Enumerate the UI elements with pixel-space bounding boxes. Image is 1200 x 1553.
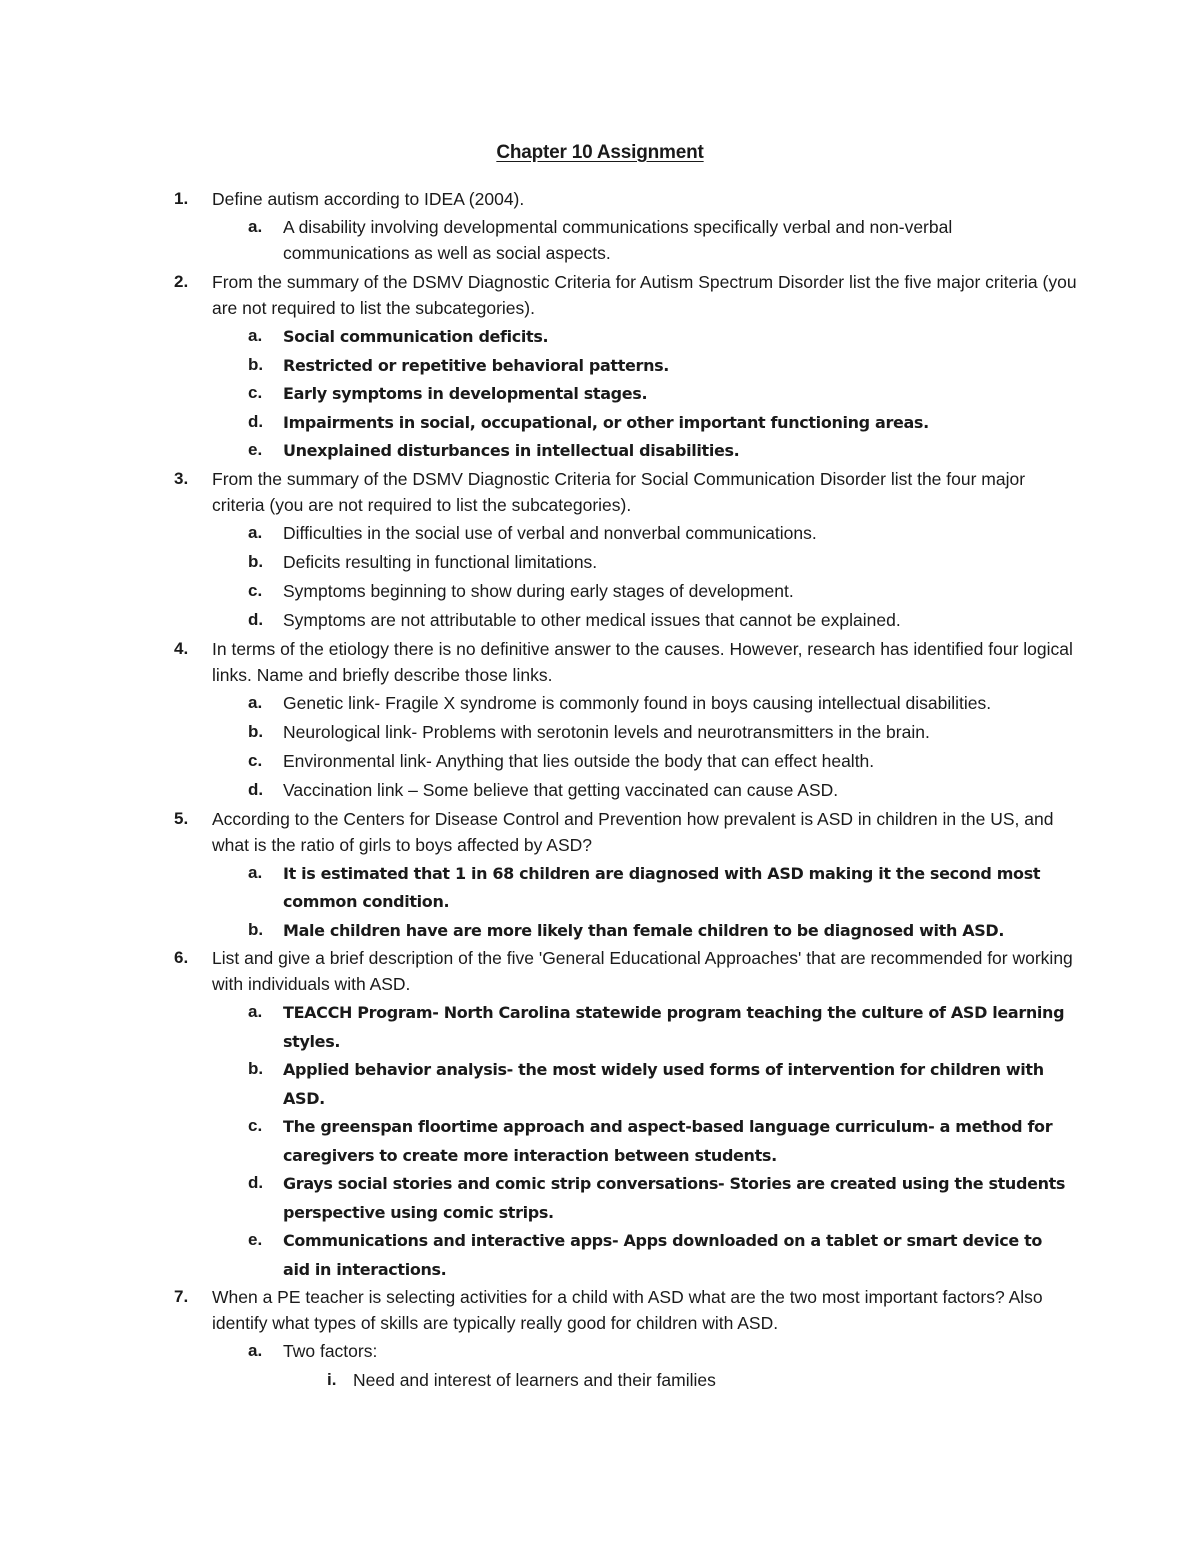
answer-letter: b. bbox=[248, 354, 264, 374]
question-text: From the summary of the DSMV Diagnostic Criteria for Autism Spectrum Disorder list the five major criteria (you are not required to list the subcategories). bbox=[212, 272, 1077, 318]
answer-letter: b. bbox=[248, 721, 264, 741]
answer-letter: d. bbox=[248, 779, 264, 799]
question bbox=[0, 806, 1200, 858]
answer-item bbox=[0, 380, 1200, 409]
question-text: According to the Centers for Disease Control and Prevention how prevalent is ASD in children in the US, and what is the ratio of girls to boys affected by ASD? bbox=[212, 808, 1054, 855]
answer-text: Restricted or repetitive behavioral patterns. bbox=[283, 355, 670, 375]
answer-letter: b. bbox=[248, 551, 264, 571]
answer-item bbox=[0, 578, 1200, 604]
answer-letter: b. bbox=[248, 919, 264, 939]
question bbox=[0, 186, 1200, 212]
answer-letter: a. bbox=[248, 862, 263, 882]
answer-letter: e. bbox=[248, 440, 263, 459]
answer-text: Neurological link- Problems with serotonin levels and neurotransmitters in the brain. bbox=[283, 721, 930, 742]
question-item bbox=[0, 1284, 1200, 1393]
question-item bbox=[0, 636, 1200, 803]
answer-item bbox=[0, 549, 1200, 575]
answer-item bbox=[0, 437, 1200, 466]
answer-item bbox=[0, 1227, 1200, 1284]
answer-letter: a. bbox=[248, 217, 263, 236]
answer-text: Deficits resulting in functional limitations. bbox=[283, 551, 598, 572]
question-text: When a PE teacher is selecting activities for a child with ASD what are the two most important factors? Also identify what types of skills are typically really good for children with ASD. bbox=[212, 1287, 1043, 1333]
answer-item bbox=[0, 719, 1200, 745]
question-number: 5. bbox=[174, 808, 189, 828]
question-number: 4. bbox=[174, 638, 189, 658]
answer-letter: c. bbox=[248, 750, 263, 770]
subanswer-numeral: i. bbox=[327, 1370, 337, 1389]
question-item bbox=[0, 186, 1200, 266]
answer-list bbox=[0, 860, 1200, 946]
answer-letter: c. bbox=[248, 580, 263, 600]
question-number: 3. bbox=[174, 468, 189, 488]
subanswer-item bbox=[0, 1367, 1200, 1393]
answer-text: Genetic link- Fragile X syndrome is commonly found in boys causing intellectual disabilities. bbox=[283, 692, 992, 713]
answer-text: Symptoms are not attributable to other medical issues that cannot be explained. bbox=[283, 609, 901, 630]
answer-text: It is estimated that 1 in 68 children are diagnosed with ASD making it the second most common condition. bbox=[283, 863, 1041, 911]
answer-item bbox=[0, 409, 1200, 438]
answer-text: Impairments in social, occupational, or other important functioning areas. bbox=[283, 412, 929, 432]
question bbox=[0, 466, 1200, 518]
answer-item bbox=[0, 214, 1200, 266]
question-list bbox=[0, 186, 1200, 1393]
answer-letter: c. bbox=[248, 1116, 263, 1135]
answer-text: TEACCH Program- North Carolina statewide program teaching the culture of ASD learning styles. bbox=[283, 1003, 1065, 1051]
answer-item bbox=[0, 917, 1200, 946]
answer-letter: c. bbox=[248, 383, 263, 402]
answer-letter: e. bbox=[248, 1230, 263, 1249]
page-title: Chapter 10 Assignment bbox=[496, 142, 704, 163]
question-text: Define autism according to IDEA (2004). bbox=[212, 189, 525, 209]
answer-list bbox=[0, 214, 1200, 266]
answer-letter: a. bbox=[248, 692, 263, 712]
question-number: 6. bbox=[174, 948, 189, 967]
answer-item bbox=[0, 1056, 1200, 1113]
answer-item bbox=[0, 999, 1200, 1056]
question-item bbox=[0, 945, 1200, 1284]
question-text: List and give a brief description of the five 'General Educational Approaches' that are recommended for working with individuals with ASD. bbox=[212, 948, 1073, 994]
answer-item bbox=[0, 323, 1200, 352]
answer-text: Grays social stories and comic strip conversations- Stories are created using the students perspective using comic strips. bbox=[283, 1174, 1066, 1222]
answer-letter: a. bbox=[248, 1341, 263, 1360]
answer-item bbox=[0, 1113, 1200, 1170]
answer-item bbox=[0, 860, 1200, 917]
answer-item bbox=[0, 520, 1200, 546]
question-text: From the summary of the DSMV Diagnostic Criteria for Social Communication Disorder list the four major criteria (you are not required to list the subcategories). bbox=[212, 468, 1026, 515]
question-item bbox=[0, 269, 1200, 466]
answer-text: Early symptoms in developmental stages. bbox=[283, 384, 648, 403]
answer-list bbox=[0, 323, 1200, 466]
answer-list bbox=[0, 1338, 1200, 1393]
answer-list bbox=[0, 520, 1200, 633]
answer-text: Social communication deficits. bbox=[283, 327, 549, 346]
answer-letter: b. bbox=[248, 1059, 264, 1078]
answer-item bbox=[0, 777, 1200, 803]
question bbox=[0, 636, 1200, 688]
answer-text: Difficulties in the social use of verbal and nonverbal communications. bbox=[283, 522, 817, 543]
answer-letter: d. bbox=[248, 411, 264, 431]
answer-letter: d. bbox=[248, 1173, 264, 1192]
answer-text: Male children have are more likely than female children to be diagnosed with ASD. bbox=[283, 920, 1005, 940]
question-number: 2. bbox=[174, 272, 189, 291]
question bbox=[0, 269, 1200, 321]
answer-list bbox=[0, 690, 1200, 803]
question-number: 1. bbox=[174, 189, 189, 208]
answer-text: A disability involving developmental communications specifically verbal and non-verbal communications as well as social aspects. bbox=[283, 217, 953, 263]
answer-text: Symptoms beginning to show during early stages of development. bbox=[283, 580, 794, 601]
answer-text: Environmental link- Anything that lies outside the body that can effect health. bbox=[283, 750, 875, 771]
question bbox=[0, 1284, 1200, 1336]
answer-item bbox=[0, 1338, 1200, 1364]
answer-item bbox=[0, 1170, 1200, 1227]
answer-item bbox=[0, 607, 1200, 633]
answer-text: Applied behavior analysis- the most widely used forms of intervention for children with ASD. bbox=[283, 1060, 1044, 1108]
answer-letter: a. bbox=[248, 326, 263, 345]
answer-text: The greenspan floortime approach and aspect-based language curriculum- a method for caregivers to create more interaction between students. bbox=[283, 1117, 1053, 1165]
question-item bbox=[0, 806, 1200, 946]
question-text: In terms of the etiology there is no definitive answer to the causes. However, research has identified four logical links. Name and briefly describe those links. bbox=[212, 638, 1073, 685]
answer-letter: a. bbox=[248, 1002, 263, 1021]
answer-list bbox=[0, 999, 1200, 1284]
answer-item bbox=[0, 690, 1200, 716]
question bbox=[0, 945, 1200, 997]
answer-item bbox=[0, 748, 1200, 774]
answer-text: Two factors: bbox=[283, 1341, 378, 1361]
subanswer-text: Need and interest of learners and their families bbox=[353, 1370, 716, 1390]
answer-text: Vaccination link – Some believe that getting vaccinated can cause ASD. bbox=[283, 779, 839, 800]
question-item bbox=[0, 466, 1200, 633]
answer-item bbox=[0, 352, 1200, 381]
answer-letter: a. bbox=[248, 522, 263, 542]
answer-text: Communications and interactive apps- Apps downloaded on a tablet or smart device to aid in interactions. bbox=[283, 1231, 1043, 1279]
answer-letter: d. bbox=[248, 609, 264, 629]
question-number: 7. bbox=[174, 1287, 189, 1306]
answer-text: Unexplained disturbances in intellectual disabilities. bbox=[283, 441, 740, 460]
